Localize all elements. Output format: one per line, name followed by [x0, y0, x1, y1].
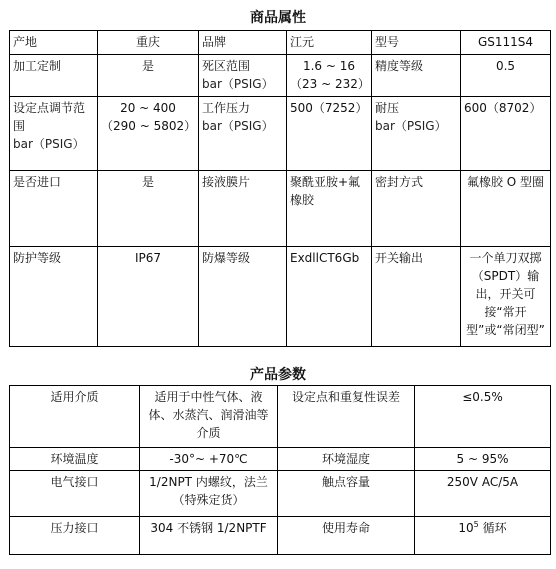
value-electrical-connection: 1/2NPT 内螺纹，法兰（特殊定货） [140, 471, 278, 517]
label-medium: 适用介质 [10, 386, 140, 448]
value-setpoint-error: ≤0.5% [415, 386, 551, 448]
value-deadband [287, 55, 372, 97]
label-proof-pressure-text: 耐压 [375, 101, 400, 115]
life-exponent: 5 [473, 520, 479, 529]
unit-setpoint: bar（PSIG） [13, 137, 85, 151]
label-electrical-connection: 电气接口 [10, 471, 140, 517]
table-row [10, 517, 551, 555]
value-model: GS111S4 [461, 31, 551, 55]
value-contact-rating: 250V AC/5A [415, 471, 551, 517]
label-brand: 品牌 [199, 31, 287, 55]
value-ambient-humidity: 5 ~ 95% [415, 448, 551, 471]
value-customization: 是 [98, 55, 199, 97]
table-row [10, 171, 551, 247]
value-explosion-proof: ExdllCT6Gb [287, 247, 372, 347]
label-service-life: 使用寿命 [278, 517, 415, 555]
unit-deadband: bar（PSIG） [202, 77, 274, 91]
value-deadband-psig: （23 ~ 232） [290, 77, 370, 91]
label-ambient-temp: 环境温度 [10, 448, 140, 471]
unit-proof-pressure: bar（PSIG） [375, 119, 447, 133]
label-explosion-proof: 防爆等级 [199, 247, 287, 347]
label-setpoint-range [10, 97, 98, 171]
label-diaphragm: 接液膜片 [199, 171, 287, 247]
label-working-pressure-text: 工作压力 [202, 101, 251, 115]
label-model: 型号 [372, 31, 461, 55]
attributes-table [9, 30, 551, 347]
label-deadband [199, 55, 287, 97]
life-unit: 循环 [482, 521, 507, 535]
table-row [10, 448, 551, 471]
label-switch-output: 开关输出 [372, 247, 461, 347]
value-switch-output: 一个单刀双掷（SPDT）输出，开关可接“常开型”或“常闭型” [461, 247, 551, 347]
value-origin: 重庆 [98, 31, 199, 55]
label-setpoint-error: 设定点和重复性误差 [278, 386, 415, 448]
params-table [9, 385, 551, 555]
table-row [10, 97, 551, 171]
label-imported: 是否进口 [10, 171, 98, 247]
unit-working-pressure: bar（PSIG） [202, 119, 274, 133]
table-row [10, 471, 551, 517]
table-row [10, 55, 551, 97]
value-deadband-bar: 1.6 ~ 16 [302, 59, 356, 73]
value-brand: 江元 [287, 31, 372, 55]
label-setpoint-text: 设定点调节范围 [13, 101, 86, 133]
params-title: 产品参数 [250, 367, 306, 383]
value-protection: IP67 [98, 247, 199, 347]
label-working-pressure [199, 97, 287, 171]
value-proof-pressure: 600（8702） [461, 97, 551, 171]
value-diaphragm: 聚酰亚胺+氟橡胶 [287, 171, 372, 247]
value-setpoint-range [98, 97, 199, 171]
label-customization: 加工定制 [10, 55, 98, 97]
label-accuracy: 精度等级 [372, 55, 461, 97]
table-row [10, 247, 551, 347]
value-medium: 适用于中性气体、液体、水蒸汽、润滑油等介质 [140, 386, 278, 448]
attributes-title: 商品属性 [250, 10, 306, 26]
value-working-pressure: 500（7252） [287, 97, 372, 171]
label-proof-pressure [372, 97, 461, 171]
label-protection: 防护等级 [10, 247, 98, 347]
label-seal: 密封方式 [372, 171, 461, 247]
label-origin: 产地 [10, 31, 98, 55]
value-setpoint-psig: （290 ~ 5802） [101, 119, 197, 133]
value-service-life [415, 517, 551, 555]
value-pressure-connection: 304 不锈钢 1/2NPTF [140, 517, 278, 555]
label-pressure-connection: 压力接口 [10, 517, 140, 555]
label-deadband-text: 死区范围 [202, 59, 251, 73]
value-seal: 氟橡胶 O 型圈 [461, 171, 551, 247]
table-row [10, 386, 551, 448]
table-row [10, 31, 551, 55]
value-imported: 是 [98, 171, 199, 247]
value-accuracy: 0.5 [461, 55, 551, 97]
life-base: 10 [458, 521, 474, 535]
value-setpoint-bar: 20 ~ 400 [120, 101, 176, 115]
label-ambient-humidity: 环境湿度 [278, 448, 415, 471]
value-ambient-temp: -30°~ +70℃ [140, 448, 278, 471]
label-contact-rating: 触点容量 [278, 471, 415, 517]
